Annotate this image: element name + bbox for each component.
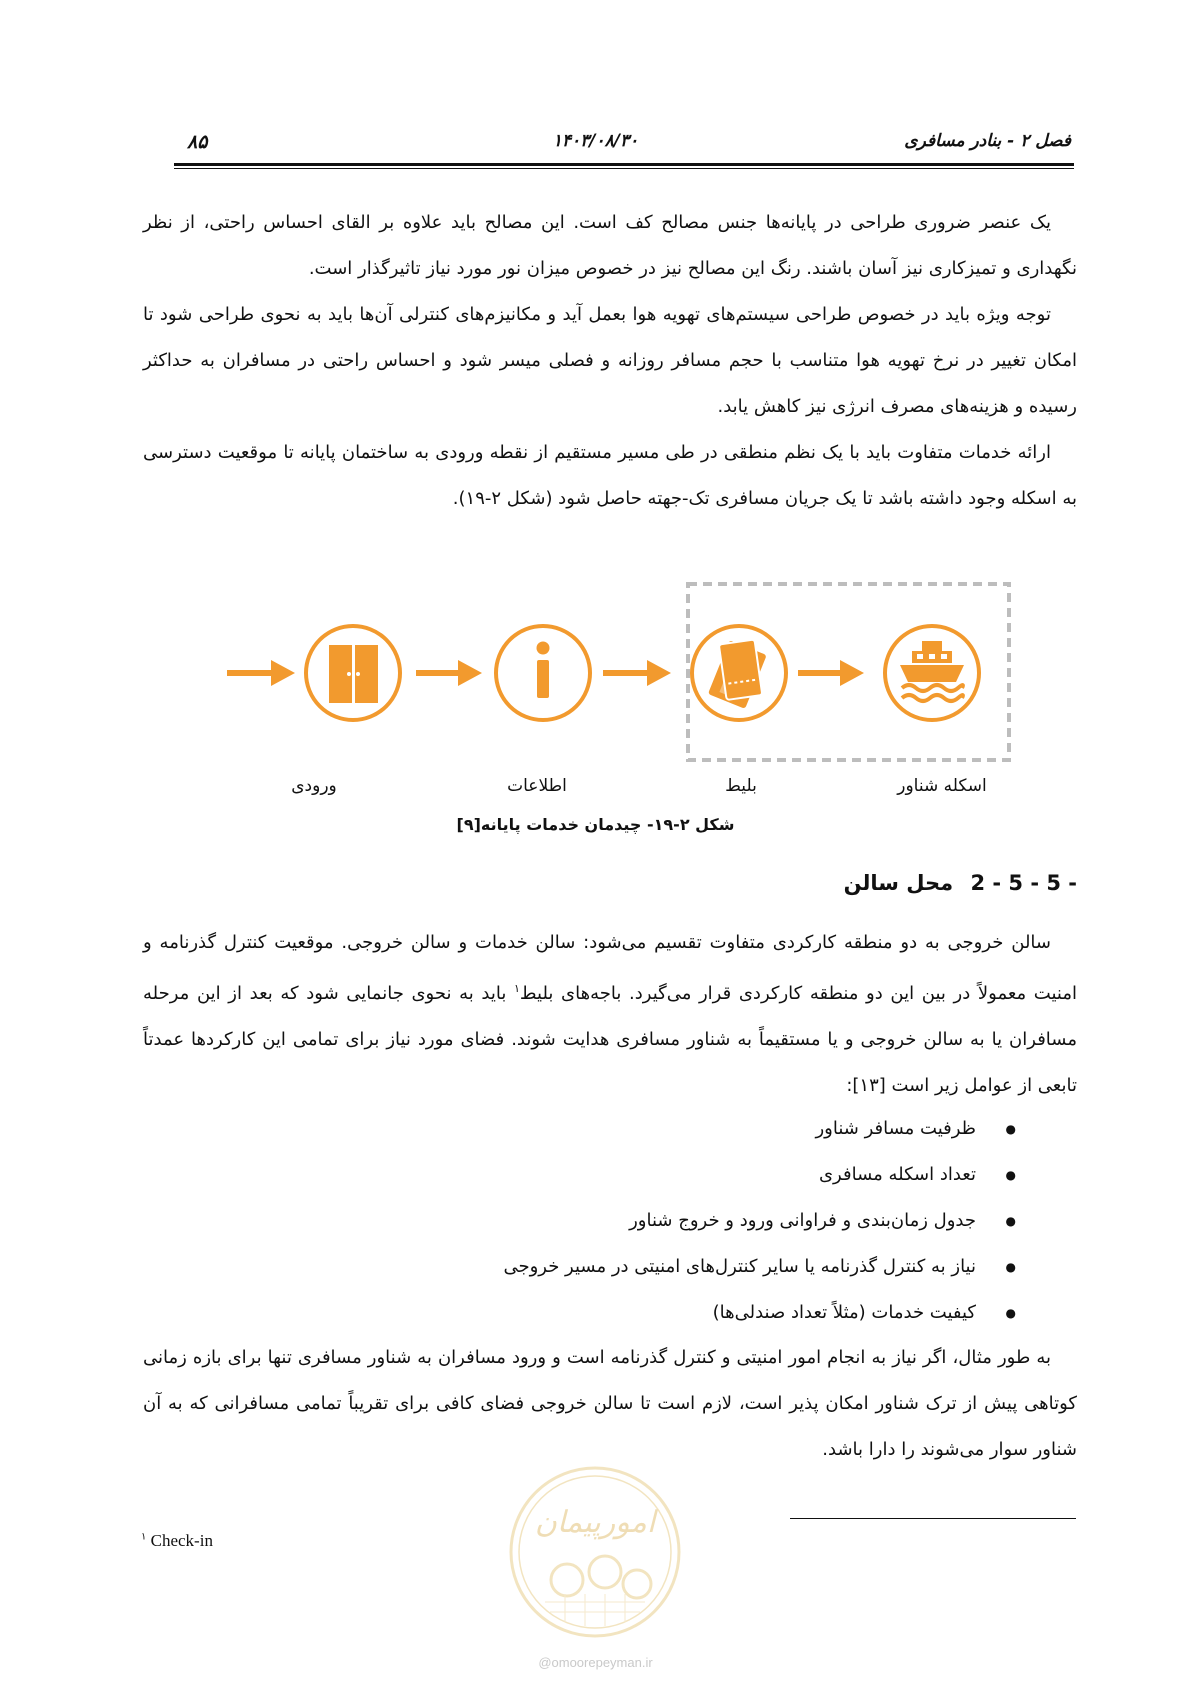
watermark-logo-text: امورپیمان [534,1505,656,1540]
door-icon [306,626,400,720]
footnote-mark: ۱ [141,1531,147,1543]
paragraph-text-after-footnote: باید به نحوی جانمایی شود که بعد از این مرحله مسافران یا به سالن خروجی و یا مستقیماً به شناور مسافری هدایت شوند. فضای مورد نیاز برای تمامی این کارکردها عمدتاً تابعی از عوامل زیر است [۱۳]: [143,983,1077,1096]
footnote [141,1531,213,1551]
label-entrance: ورودی [291,776,337,796]
watermark-url: @omoorepeyman.ir [538,1655,653,1670]
list-item: ● ظرفیت مسافر شناور [503,1106,1016,1152]
paragraph-service-order: ارائه خدمات متفاوت باید با یک نظم منطقی در طی مسیر مستقیم از نقطه ورودی به ساختمان پایانه تا موقعیت دسترسی به اسکله وجود داشته باشد تا یک جریان مسافری تک-جهته حاصل شود (شکل ۲-۱۹). [143,442,1077,509]
label-information: اطلاعات [507,776,567,796]
figure-caption: شکل ۲-۱۹- چیدمان خدمات پایانه[۹] [456,815,735,834]
section-heading [844,871,1077,895]
flow-diagram [200,582,1040,772]
header-page-number: ۸۵ [187,131,208,153]
list-item: ● جدول زمان‌بندی و فراوانی ورود و خروج شناور [503,1198,1016,1244]
watermark-logo [505,1462,685,1642]
label-ticket: بلیط [725,776,757,796]
paragraph-ventilation: توجه ویژه باید در خصوص طراحی سیستم‌های تهویه هوا بعمل آید و مکانیزم‌های کنترلی آن‌ها باید به نحوی طراحی شود تا امکان تغییر در نرخ تهویه هوا متناسب با حجم مسافر روزانه و فصلی میسر شود و احساس راحتی در مسافران به حداکثر رسیده و هزینه‌های مصرف انرژی نیز کاهش یابد. [143,304,1077,417]
header-date: ۱۴۰۳/۰۸/۳۰ [552,131,639,151]
ferry-icon [885,626,979,720]
arrow-1 [227,660,295,686]
header-chapter-title: فصل ۲ - بنادر مسافری [904,131,1071,151]
factors-list [503,1106,1016,1336]
footnote-text: Check-in [150,1531,213,1550]
arrow-4 [798,660,864,686]
list-item: ● کیفیت خدمات (مثلاً تعداد صندلی‌ها) [503,1290,1016,1336]
terminal-services-figure [200,582,1040,812]
arrow-3 [603,660,671,686]
label-pier: اسکله شناور [897,776,987,796]
list-item: ● نیاز به کنترل گذرنامه یا سایر کنترل‌های امنیتی در مسیر خروجی [503,1244,1016,1290]
section-number: 2 - 5 - 5 - [970,871,1077,895]
ticket-icon [692,626,786,720]
paragraph-departure-hall [143,920,1077,1109]
arrow-2 [416,660,482,686]
paragraph-flooring: یک عنصر ضروری طراحی در پایانه‌ها جنس مصالح کف است. این مصالح باید علاوه بر القای احساس راحتی، از نظر نگهداری و تمیزکاری نیز آسان باشند. رنگ این مصالح نیز در خصوص میزان نور مورد نیاز تاثیرگذار است. [143,212,1077,279]
header-rule-thick [174,163,1074,166]
list-item: ● تعداد اسکله مسافری [503,1152,1016,1198]
footnote-reference: ۱ [514,982,520,995]
section-title: محل سالن [843,871,954,895]
paragraph-text-before-footnote: سالن خروجی به دو منطقه کارکردی متفاوت تقسیم می‌شود: سالن خدمات و سالن خروجی. موقعیت کنترل گذرنامه و امنیت معمولاً در بین این دو منطقه کارکردی قرار می‌گیرد. باجه‌های بلیط [143,932,1077,1004]
info-icon [496,626,590,720]
footnote-rule [790,1518,1076,1519]
header-rule-thin [174,168,1074,169]
paragraph-example: به طور مثال، اگر نیاز به انجام امور امنیتی و کنترل گذرنامه است و ورود مسافران به شناور مسافری تنها برای بازه زمانی کوتاهی پیش از ترک شناور امکان پذیر است، لازم است تا سالن خروجی فضای کافی برای تقریباً تمامی مسافرانی که به آن شناور سوار می‌شوند را دارا باشد. [143,1347,1077,1460]
